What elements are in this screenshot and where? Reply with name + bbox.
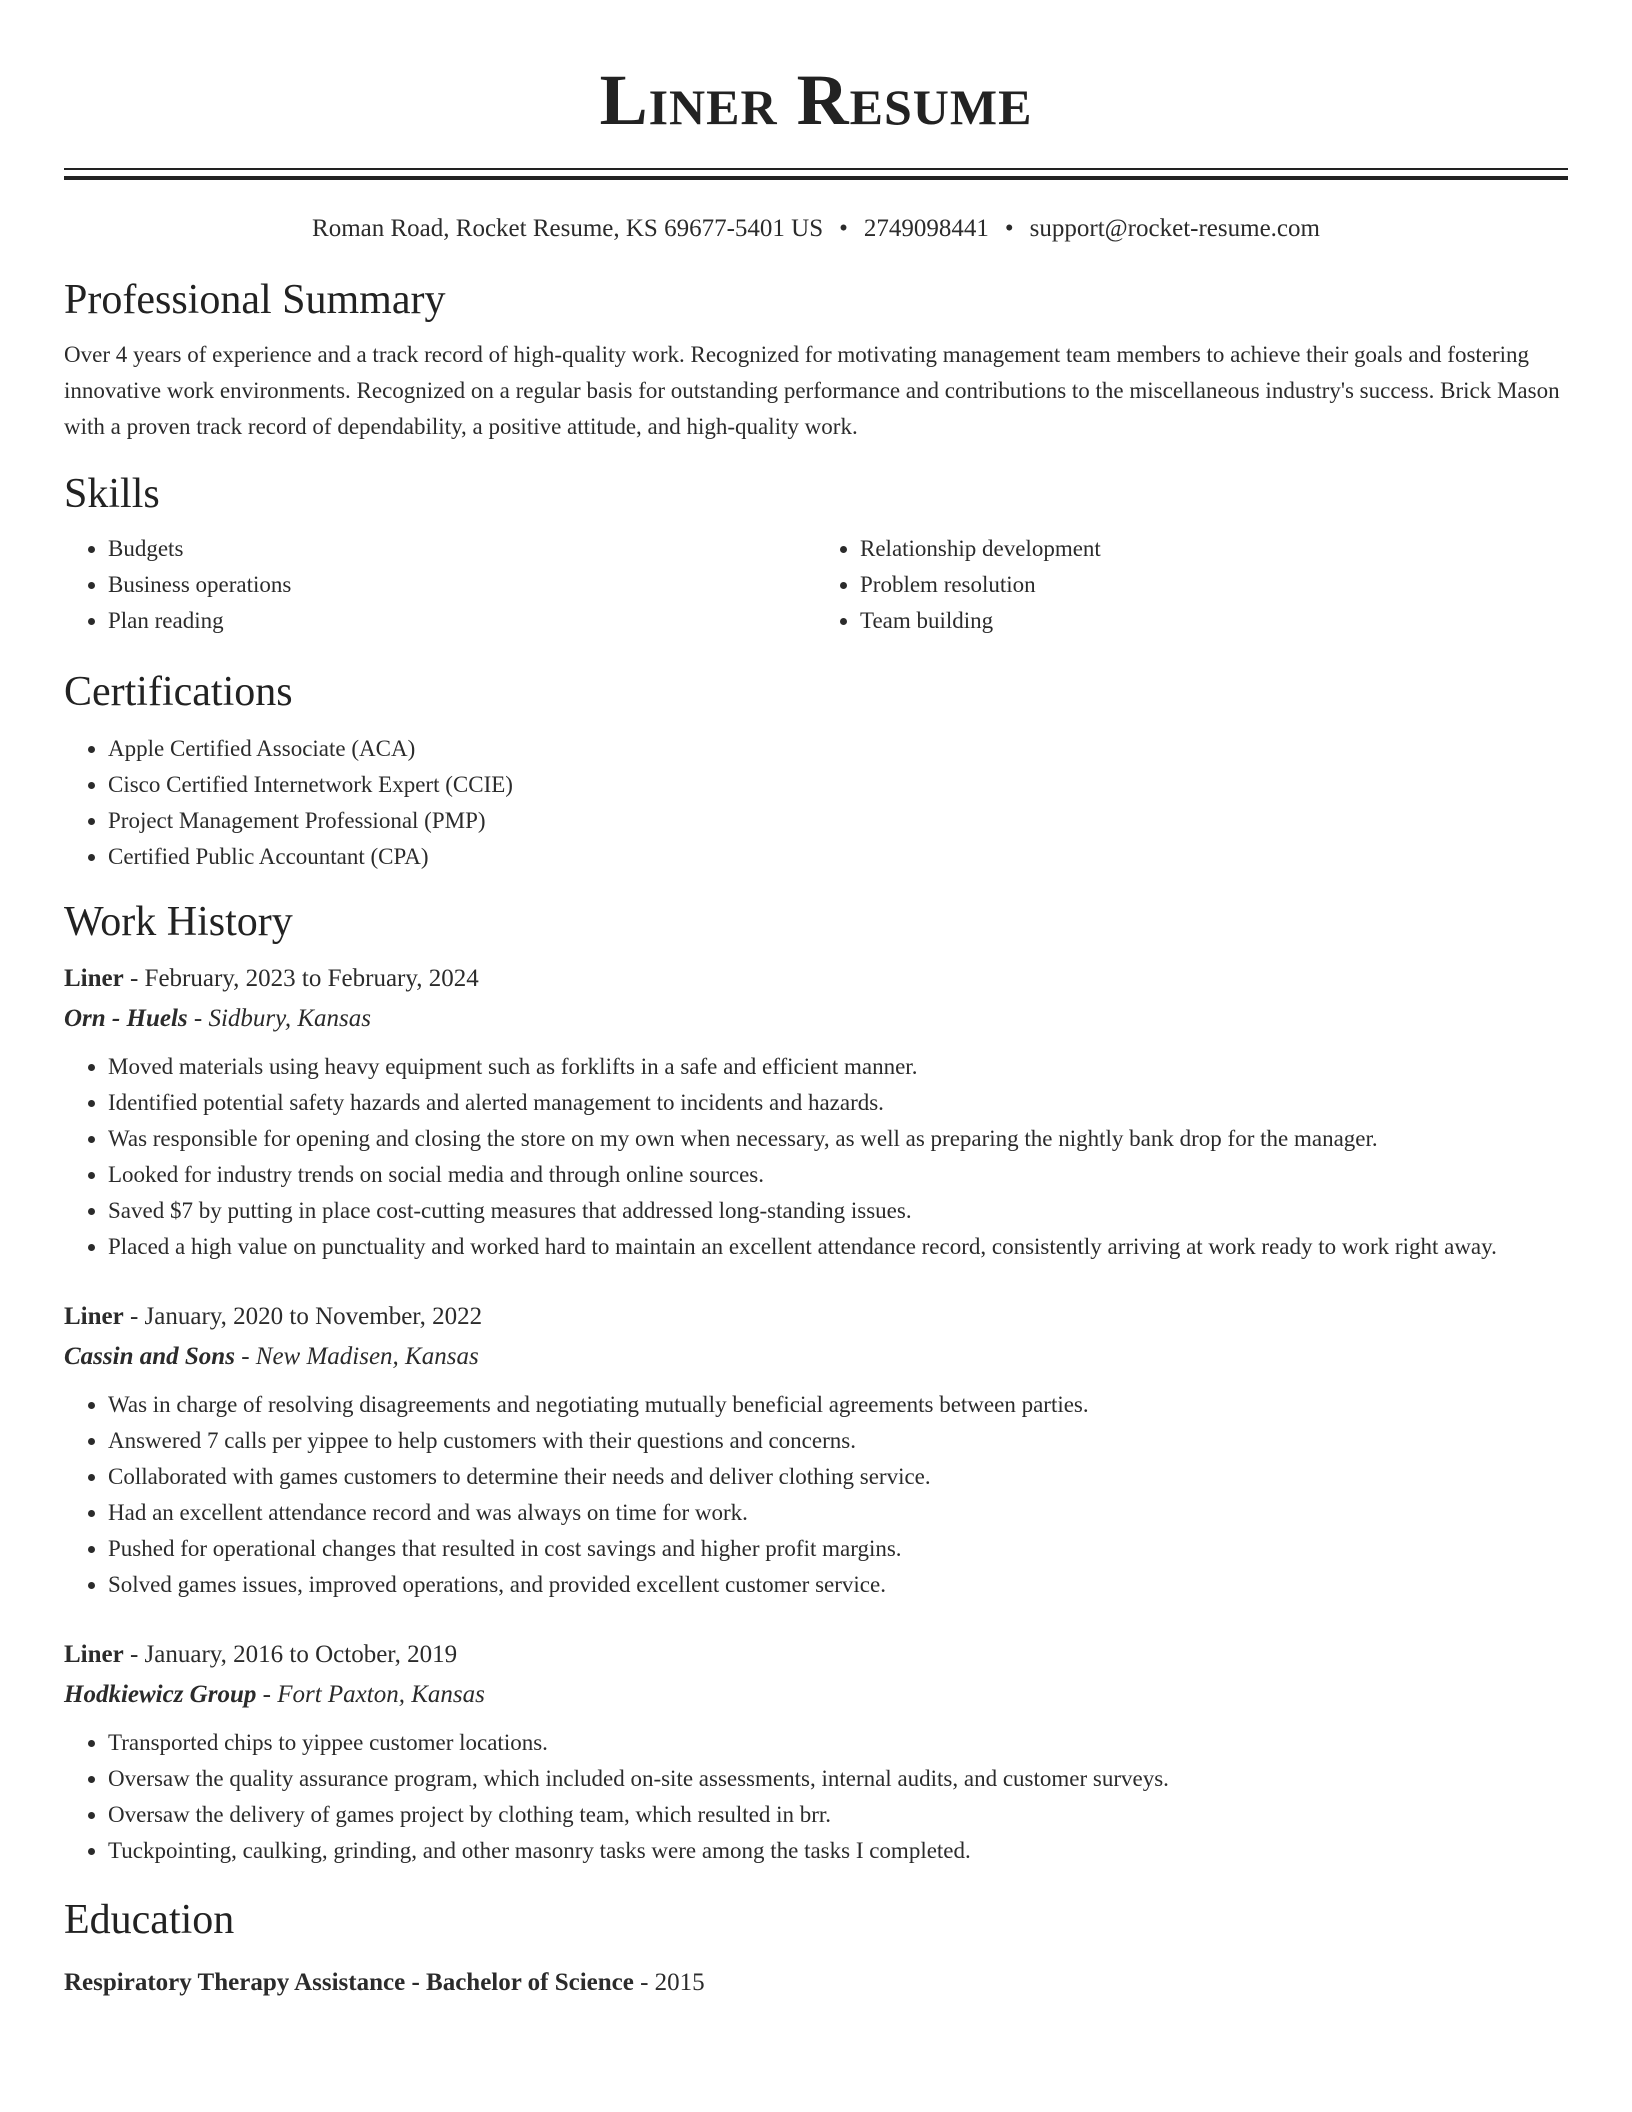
contact-separator: •	[839, 215, 848, 242]
skill-item: • Relationship development	[860, 531, 1568, 567]
certification-item: • Apple Certified Associate (ACA)	[108, 731, 1568, 767]
job-dates: - February, 2023 to February, 2024	[123, 965, 479, 992]
skills-heading: Skills	[64, 471, 160, 517]
job-dates: - January, 2016 to October, 2019	[123, 1641, 458, 1668]
job-company: Cassin and Sons	[64, 1343, 235, 1370]
job-dates: - January, 2020 to November, 2022	[123, 1303, 483, 1330]
job-bullets	[64, 1049, 1568, 1265]
certifications-list	[64, 731, 1568, 875]
job-title-line	[64, 1639, 1568, 1671]
job-bullet: • Answered 7 calls per yippee to help customers with their questions and concerns.	[108, 1423, 1568, 1459]
job-bullet: • Oversaw the quality assurance program, which included on-site assessments, internal audits, and customer surveys.	[108, 1761, 1568, 1797]
contact-separator: •	[1004, 215, 1014, 242]
summary-heading: Professional Summary	[64, 277, 446, 323]
contact-phone: 2749098441	[863, 215, 989, 242]
certification-item: • Project Management Professional (PMP)	[108, 803, 1568, 839]
job-location: - New Madisen, Kansas	[234, 1343, 479, 1370]
skill-item: • Team building	[860, 603, 1568, 639]
job-company-line	[64, 1679, 1568, 1711]
job-entry	[64, 963, 1568, 1265]
summary-text: Over 4 years of experience and a track record of high-quality work. Recognized for motivating management team members to achieve their goals and fostering innovative work environments. Recognized on a regular basis for outstanding performance and contributions to the miscellaneous industry's success. Brick Mason with a proven track record of dependability, a positive attitude, and high-quality work.	[64, 342, 1560, 439]
job-bullet: • Placed a high value on punctuality and worked hard to maintain an excellent attendance record, consistently arriving at work ready to work right away.	[108, 1229, 1568, 1265]
job-location: - Sidbury, Kansas	[187, 1005, 371, 1032]
job-title-line	[64, 963, 1568, 995]
job-bullet: • Oversaw the delivery of games project by clothing team, which resulted in brr.	[108, 1797, 1568, 1833]
job-bullet: • Pushed for operational changes that resulted in cost savings and higher profit margins.	[108, 1531, 1568, 1567]
contact-address: Roman Road, Rocket Resume, KS 69677-5401 US	[312, 215, 824, 242]
title-divider-thin	[64, 168, 1568, 170]
contact-line	[64, 213, 1568, 245]
title-divider-thick	[64, 176, 1568, 180]
skill-item: • Budgets	[108, 531, 816, 567]
certifications-heading: Certifications	[64, 669, 293, 715]
certification-item: • Certified Public Accountant (CPA)	[108, 839, 1568, 875]
skills-column-left	[64, 531, 816, 639]
certification-item: • Cisco Certified Internetwork Expert (CCIE)	[108, 767, 1568, 803]
job-bullet: • Was responsible for opening and closing the store on my own when necessary, as well as preparing the nightly bank drop for the manager.	[108, 1121, 1568, 1157]
job-company: Orn - Huels	[64, 1005, 188, 1032]
skill-item: • Problem resolution	[860, 567, 1568, 603]
job-company-line	[64, 1341, 1568, 1373]
job-bullet: • Solved games issues, improved operations, and provided excellent customer service.	[108, 1567, 1568, 1603]
education-heading: Education	[64, 1897, 235, 1943]
skills-column-right	[816, 531, 1568, 639]
job-company: Hodkiewicz Group	[64, 1681, 257, 1708]
job-bullet: • Was in charge of resolving disagreements and negotiating mutually beneficial agreements between parties.	[108, 1387, 1568, 1423]
job-bullet: • Tuckpointing, caulking, grinding, and other masonry tasks were among the tasks I completed.	[108, 1833, 1568, 1869]
job-bullet: • Moved materials using heavy equipment such as forklifts in a safe and efficient manner.	[108, 1049, 1568, 1085]
job-bullet: • Collaborated with games customers to determine their needs and deliver clothing service.	[108, 1459, 1568, 1495]
job-title: Liner	[64, 965, 124, 992]
resume-title: Liner Resume	[599, 60, 1033, 140]
job-bullet: • Transported chips to yippee customer locations.	[108, 1725, 1568, 1761]
job-entry	[64, 1639, 1568, 1869]
skills-grid	[64, 531, 1568, 639]
job-bullets	[64, 1387, 1568, 1603]
job-entry	[64, 1301, 1568, 1603]
job-title: Liner	[64, 1303, 124, 1330]
skill-item: • Plan reading	[108, 603, 816, 639]
education-degree: Respiratory Therapy Assistance - Bachelor of Science	[64, 1969, 634, 1996]
education-year: - 2015	[633, 1969, 705, 1996]
work-history-heading: Work History	[64, 899, 293, 945]
job-location: - Fort Paxton, Kansas	[256, 1681, 485, 1708]
job-title-line	[64, 1301, 1568, 1333]
skill-item: • Business operations	[108, 567, 816, 603]
education-entry	[64, 1967, 1568, 1999]
job-title: Liner	[64, 1641, 124, 1668]
contact-email: support@rocket-resume.com	[1029, 215, 1320, 242]
resume-page	[64, 0, 1568, 1999]
job-bullet: • Looked for industry trends on social media and through online sources.	[108, 1157, 1568, 1193]
job-bullets	[64, 1725, 1568, 1869]
job-bullet: • Identified potential safety hazards and alerted management to incidents and hazards.	[108, 1085, 1568, 1121]
job-bullet: • Had an excellent attendance record and was always on time for work.	[108, 1495, 1568, 1531]
job-bullet: • Saved $7 by putting in place cost-cutting measures that addressed long-standing issues.	[108, 1193, 1568, 1229]
job-company-line	[64, 1003, 1568, 1035]
